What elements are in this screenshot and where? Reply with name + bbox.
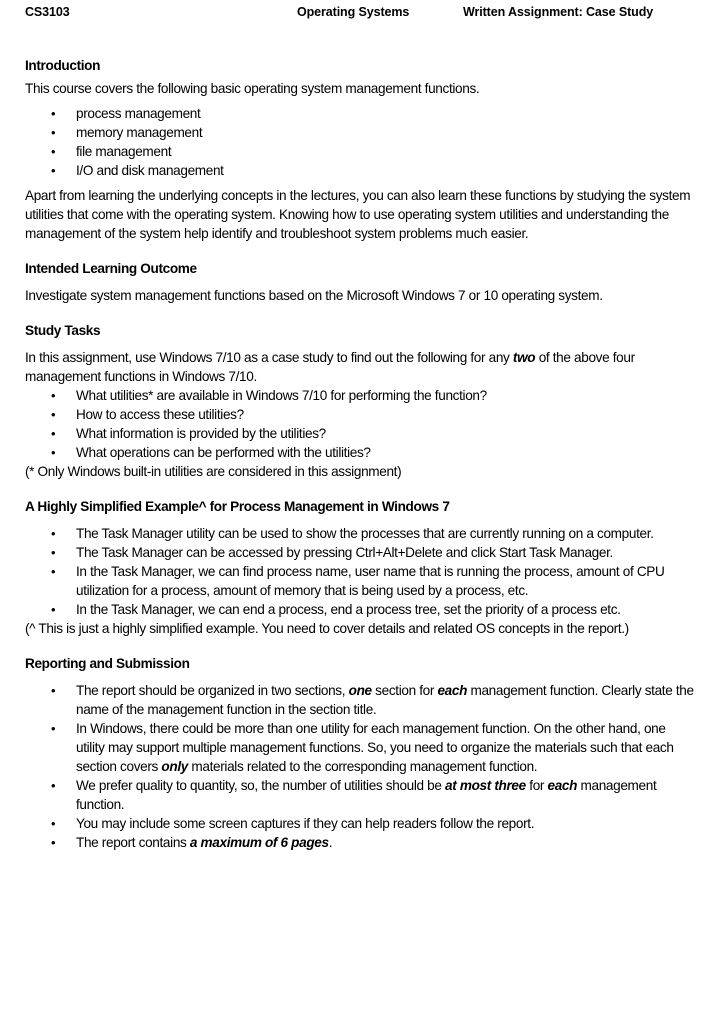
emphasis: each <box>437 683 468 698</box>
course-code: CS3103 <box>25 5 70 19</box>
text-span: In Windows, there could be more than one utility for each management function. On the other hand, one utility may support multiple management functions. So, you need to organize the materials such that each section covers <box>76 721 674 774</box>
text-span: . <box>328 835 333 850</box>
text-span: of the above four management functions in Windows 7/10. <box>25 350 635 384</box>
reporting-list <box>25 681 695 852</box>
list-item: • process management <box>25 104 695 123</box>
list-item: • In the Task Manager, we can end a process, end a process tree, set the priority of a process etc. <box>25 600 695 619</box>
assignment-title: Written Assignment: Case Study <box>463 5 654 19</box>
study-tasks-lead <box>25 348 695 386</box>
emphasis: each <box>547 778 578 793</box>
text-span: management function. Clearly state the name of the management function in the section title. <box>76 683 694 717</box>
list-item: • What utilities* are available in Windows 7/10 for performing the function? <box>25 386 695 405</box>
text-span: The report contains <box>76 835 190 850</box>
introduction-heading: Introduction <box>25 58 101 73</box>
text-span: The report should be organized in two sections, <box>76 683 349 698</box>
list-item: • In the Task Manager, we can find process name, user name that is running the process, amount of CPU utilization for a process, amount of memory that is being used by a process, etc. <box>25 562 695 600</box>
list-item: • I/O and disk management <box>25 161 695 180</box>
management-functions-list <box>25 104 695 180</box>
list-item: • The Task Manager can be accessed by pressing Ctrl+Alt+Delete and click Start Task Manager. <box>25 543 695 562</box>
emphasis: at most three <box>445 778 526 793</box>
list-item: • memory management <box>25 123 695 142</box>
document-body <box>25 56 695 852</box>
study-tasks-heading: Study Tasks <box>25 323 101 338</box>
list-item <box>25 719 695 776</box>
list-item: • What information is provided by the utilities? <box>25 424 695 443</box>
text-span: section for <box>371 683 438 698</box>
course-name: Operating Systems <box>297 5 410 19</box>
list-item <box>25 833 695 852</box>
text-span: for <box>525 778 548 793</box>
text-span: management function. <box>76 778 657 812</box>
emphasis: a maximum of 6 pages <box>189 835 329 850</box>
list-item: • How to access these utilities? <box>25 405 695 424</box>
example-note: (^ This is just a highly simplified example. You need to cover details and related OS concepts in the report.) <box>25 621 629 636</box>
outcome-heading: Intended Learning Outcome <box>25 261 197 276</box>
emphasis: two <box>512 350 536 365</box>
study-tasks-note: (* Only Windows built-in utilities are considered in this assignment) <box>25 464 402 479</box>
list-item: • You may include some screen captures if they can help readers follow the report. <box>25 814 695 833</box>
list-item: • What operations can be performed with the utilities? <box>25 443 695 462</box>
text-span: materials related to the corresponding management function. <box>187 759 538 774</box>
study-questions-list <box>25 386 695 462</box>
emphasis: one <box>348 683 372 698</box>
list-item <box>25 776 695 814</box>
example-heading: A Highly Simplified Example^ for Process Management in Windows 7 <box>25 499 450 514</box>
reporting-heading: Reporting and Submission <box>25 656 190 671</box>
list-item <box>25 681 695 719</box>
introduction-lead: This course covers the following basic operating system management functions. <box>25 81 480 96</box>
emphasis: only <box>161 759 188 774</box>
list-item: • file management <box>25 142 695 161</box>
introduction-paragraph: Apart from learning the underlying concepts in the lectures, you can also learn these functions by studying the system utilities that come with the operating system. Knowing how to use operating system utilities and understanding the management of the system help identify and troubleshoot system problems much easier. <box>25 188 691 241</box>
text-span: We prefer quality to quantity, so, the number of utilities should be <box>76 778 446 793</box>
list-item: • The Task Manager utility can be used to show the processes that are currently running on a computer. <box>25 524 695 543</box>
example-list <box>25 524 695 619</box>
text-span: In this assignment, use Windows 7/10 as a case study to find out the following for any <box>25 350 513 365</box>
outcome-text: Investigate system management functions based on the Microsoft Windows 7 or 10 operating system. <box>25 288 603 303</box>
